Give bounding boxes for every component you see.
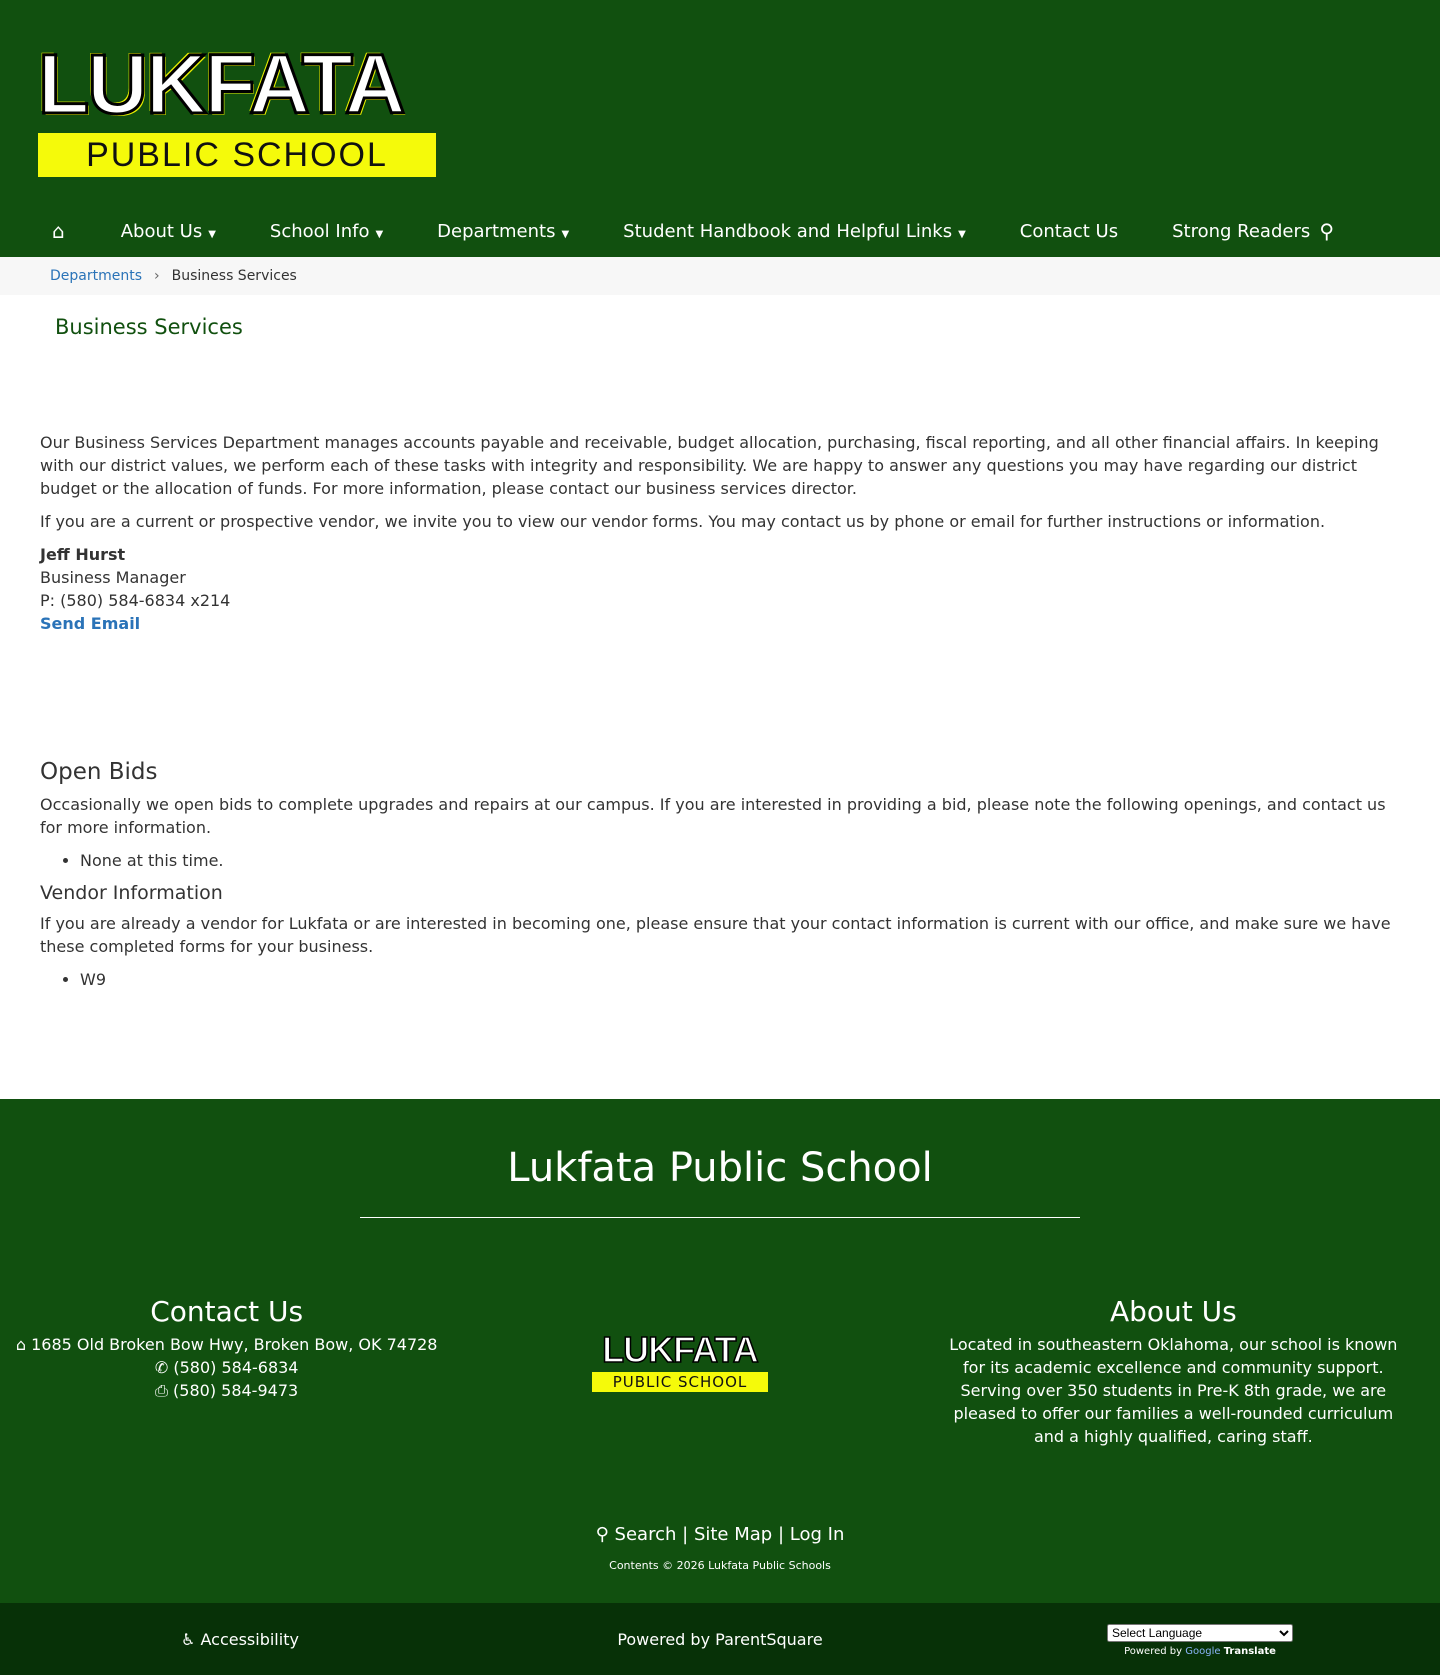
main-content xyxy=(0,315,1440,1061)
logo-wordmark: LUKFATA xyxy=(38,37,404,131)
footer-sitemap-link[interactable]: Site Map xyxy=(693,1524,773,1545)
footer-phone[interactable]: (580) 584-6834 xyxy=(173,1358,299,1377)
list-item[interactable]: • W9 xyxy=(80,968,1400,991)
site-footer xyxy=(0,1099,1440,1603)
vendor-forms-list xyxy=(40,968,1400,991)
open-bids-text: Occasionally we open bids to complete upgrades and repairs at our campus. If you are interested in providing a bid, please note the following openings, and contact us for more information. xyxy=(40,795,1386,837)
site-header xyxy=(0,0,1440,257)
translate-widget xyxy=(960,1622,1440,1657)
list-item: • None at this time. xyxy=(80,849,1400,872)
caret-down-icon: ▼ xyxy=(208,228,216,240)
contact-role: Business Manager xyxy=(40,568,186,587)
footer-address: 1685 Old Broken Bow Hwy, Broken Bow, OK 74728 xyxy=(31,1335,438,1354)
footer-about-text: Located in southeastern Oklahoma, our school is known for its academic excellence and community support. Serving over 350 students in Pre-K 8th grade, we are pleased to offer our families a well-rounded curriculum and a highly qualified, caring staff. xyxy=(949,1335,1398,1446)
contact-phone: P: (580) 584-6834 x214 xyxy=(40,591,231,610)
fax-icon: ⎙ xyxy=(155,1381,174,1400)
gt-powered: Powered by xyxy=(1124,1645,1183,1657)
footer-logo xyxy=(592,1329,768,1392)
breadcrumb xyxy=(0,257,1440,295)
send-email-link[interactable]: Send Email xyxy=(40,614,141,633)
accessibility-label: Accessibility xyxy=(200,1629,299,1649)
caret-down-icon: ▼ xyxy=(375,228,384,240)
bottom-bar xyxy=(0,1603,1440,1675)
google-translate-credit xyxy=(960,1646,1440,1657)
contact-name: Jeff Hurst xyxy=(40,545,126,564)
footer-contact-heading: Contact Us xyxy=(150,1295,304,1328)
footer-logo-col xyxy=(453,1300,906,1448)
main-nav xyxy=(0,209,1440,253)
open-bids-heading: Open Bids xyxy=(40,759,158,785)
contact-card xyxy=(40,543,1400,635)
powered-by[interactable]: Powered by ParentSquare xyxy=(617,1629,823,1649)
separator: | xyxy=(682,1524,689,1545)
chevron-right-icon: › xyxy=(154,268,160,284)
logo-wordmark: LUKFATA xyxy=(602,1329,758,1370)
breadcrumb-departments[interactable]: Departments xyxy=(50,268,143,284)
nav-label: About Us xyxy=(120,220,203,242)
school-logo[interactable] xyxy=(38,37,436,177)
logo-subtitle: PUBLIC SCHOOL xyxy=(38,133,436,177)
nav-contact-us[interactable]: Contact Us xyxy=(1019,220,1119,242)
footer-fax: (580) 584-9473 xyxy=(173,1381,299,1400)
gt-translate: Translate xyxy=(1223,1645,1276,1657)
open-bids-list xyxy=(40,849,1400,872)
caret-down-icon: ▼ xyxy=(958,228,966,240)
breadcrumb-current: Business Services xyxy=(171,268,297,284)
footer-links xyxy=(0,1524,1440,1545)
vendor-paragraph: If you are a current or prospective vendor, we invite you to view our vendor forms. You may contact us by phone or email for further instructions or information. xyxy=(40,512,1326,531)
logo-subtitle: PUBLIC SCHOOL xyxy=(592,1372,768,1392)
page-title: Business Services xyxy=(55,315,243,339)
nav-departments[interactable] xyxy=(437,221,569,242)
nav-student-handbook[interactable] xyxy=(623,221,966,242)
nav-label: School Info xyxy=(269,220,370,242)
separator: | xyxy=(777,1524,785,1545)
language-select[interactable] xyxy=(1107,1624,1293,1642)
search-icon[interactable]: ⚲ xyxy=(1319,219,1334,243)
footer-contact xyxy=(0,1295,453,1448)
phone-icon: ✆ xyxy=(154,1358,174,1377)
nav-strong-readers[interactable]: Strong Readers xyxy=(1172,220,1311,242)
footer-login-link[interactable]: Log In xyxy=(789,1524,845,1545)
footer-about-heading: About Us xyxy=(1109,1295,1237,1328)
nav-school-info[interactable] xyxy=(270,221,383,242)
home-icon: ⌂ xyxy=(15,1335,32,1354)
nav-label: Departments xyxy=(437,220,556,242)
vendor-info-heading: Vendor Information xyxy=(40,882,223,904)
footer-about xyxy=(907,1295,1440,1448)
footer-divider xyxy=(360,1217,1080,1218)
accessibility-icon: ♿ xyxy=(181,1629,201,1649)
footer-search-link[interactable]: Search xyxy=(614,1524,677,1545)
nav-about-us[interactable] xyxy=(121,221,216,242)
copyright: Contents © 2026 Lukfata Public Schools xyxy=(609,1559,831,1572)
intro-paragraph: Our Business Services Department manages accounts payable and receivable, budget allocation, purchasing, fiscal reporting, and all other financial affairs. In keeping with our district values, we perform each of these tasks with integrity and responsibility. We are happy to answer any questions you may have regarding our district budget or the allocation of funds. For more information, please contact our business services director. xyxy=(40,433,1379,498)
search-icon[interactable]: ⚲ xyxy=(595,1524,615,1545)
home-icon[interactable]: ⌂ xyxy=(52,219,65,243)
accessibility-link[interactable] xyxy=(0,1630,480,1649)
vendor-info-text: If you are already a vendor for Lukfata or are interested in becoming one, please ensure that your contact information is current with our office, and make sure we have these completed forms for your business. xyxy=(40,914,1391,956)
google-logo: Google xyxy=(1185,1645,1221,1657)
footer-title: Lukfata Public School xyxy=(507,1145,933,1191)
caret-down-icon: ▼ xyxy=(561,228,570,240)
nav-label: Student Handbook and Helpful Links xyxy=(623,220,953,242)
